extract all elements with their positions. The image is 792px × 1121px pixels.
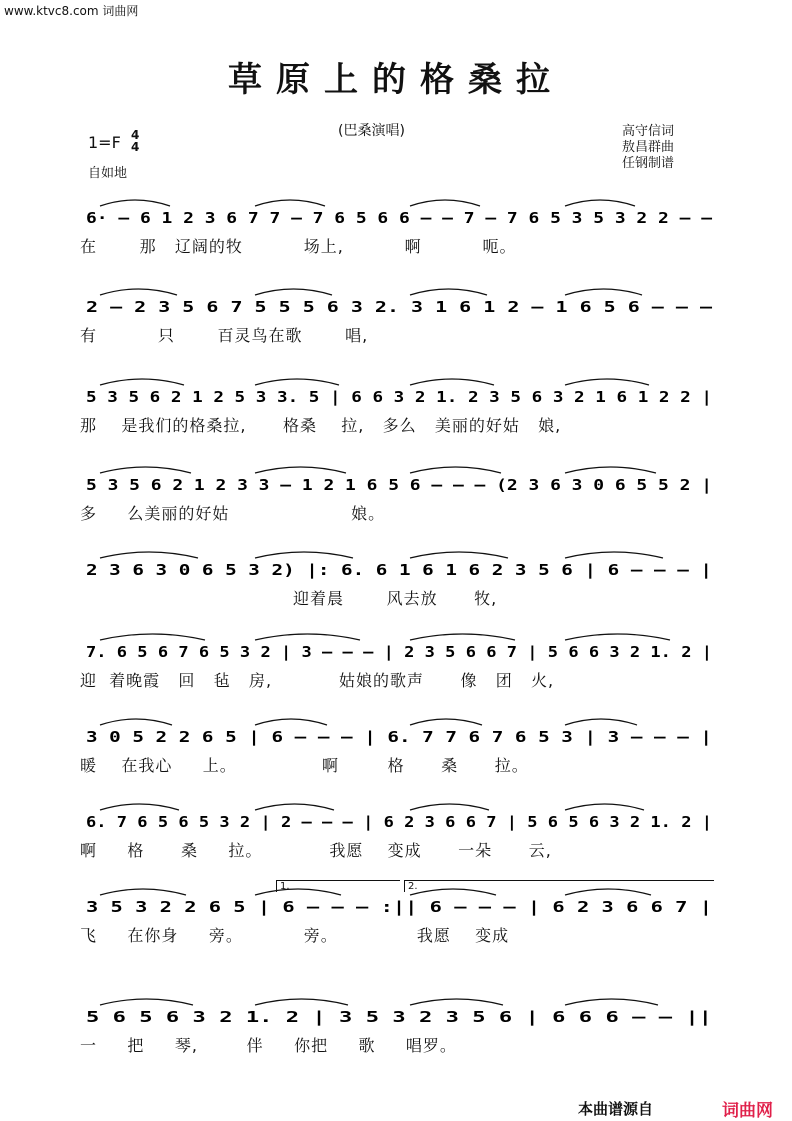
- lyrics-row: 在 那 辽阔的牧 场上, 啊 呃。: [80, 237, 517, 256]
- slur-arc: [565, 289, 642, 295]
- notation-row: [80, 995, 720, 1033]
- notation-text: 3 0 5 2 2 6 5 | 6 – – – | 6. 7 7 6 7 6 5 3 | 3 – – – |: [86, 728, 574, 746]
- slur-arc: [255, 289, 332, 295]
- slur-arc: [255, 379, 339, 385]
- notation-text: 5 3 5 6 2 1 2 5 3 3. 5 | 6 6 3 2 1. 2 3 5 6 3 2 1 6 1 2 2 |: [86, 388, 619, 406]
- notation-svg: [80, 196, 720, 234]
- performer: (巴桑演唱): [338, 123, 405, 139]
- transcriber: 任钢制谱: [622, 156, 675, 171]
- slur-arc: [255, 634, 360, 640]
- lyrics-row: 有 只 百灵鸟在歌 唱,: [80, 326, 369, 345]
- slur-arc: [255, 804, 334, 810]
- slur-arc: [100, 999, 193, 1005]
- notation-text: 2 – 2 3 5 6 7 5 5 5 6 3 2. 3 1 6 1 2 – 1 6 5 6 – – –: [86, 298, 714, 316]
- slur-arc: [565, 200, 635, 206]
- time-signature: 4 4: [131, 128, 140, 154]
- site-url: www.ktvc8.com 词曲网: [4, 4, 139, 18]
- key-signature: 1=F: [88, 133, 121, 152]
- slur-arc: [410, 999, 503, 1005]
- slur-arc: [100, 804, 179, 810]
- lyrics-row: 迎 着晚霞 回 毡 房, 姑娘的歌声 像 团 火,: [80, 671, 555, 690]
- volta-second-ending: 2.: [404, 880, 714, 892]
- slur-arc: [565, 552, 663, 558]
- lyrics-row: 暖 在我心 上。 啊 格 桑 拉。: [80, 756, 529, 775]
- notation-row: [80, 463, 720, 501]
- slur-arc: [410, 634, 515, 640]
- slur-arc: [410, 379, 494, 385]
- notation-svg: [80, 375, 720, 413]
- slur-arc: [100, 719, 172, 725]
- footer-source: 本曲谱源自: [578, 1100, 654, 1118]
- lyrics-row: 啊 格 桑 拉。 我愿 变成 一朵 云,: [80, 841, 552, 860]
- notation-row: [80, 548, 720, 586]
- notation-text: 6· – 6 1 2 3 6 7 7 – 7 6 5 6 6 – – 7 – 7 6 5 3 5 3 2 2 – –: [86, 209, 714, 227]
- slur-arc: [100, 889, 186, 895]
- notation-row: [80, 800, 720, 838]
- slur-arc: [255, 200, 325, 206]
- notation-row: [80, 375, 720, 413]
- slur-arc: [565, 467, 656, 473]
- slur-arc: [565, 379, 649, 385]
- notation-text: 5 3 5 6 2 1 2 3 3 – 1 2 1 6 5 6 – – – (2 3 6 3 0 6 5 5 2 |: [86, 476, 610, 494]
- slur-arc: [255, 999, 348, 1005]
- slur-arc: [565, 634, 670, 640]
- lyrics-row: 一 把 琴, 伴 你把 歌 唱罗。: [80, 1036, 457, 1055]
- slur-arc: [410, 467, 501, 473]
- notation-text: 3 5 3 2 2 6 5 | 6 – – – :|| 6 – – – | 6 2 3 6 6 7 |: [86, 898, 547, 916]
- slur-arc: [410, 804, 489, 810]
- notation-svg: [80, 285, 720, 323]
- slur-arc: [410, 719, 482, 725]
- notation-text: 7. 6 5 6 7 6 5 3 2 | 3 – – – | 2 3 5 6 6 7 | 5 6 6 3 2 1. 2 |: [86, 643, 637, 661]
- tempo-marking: 自如地: [88, 166, 128, 181]
- slur-arc: [410, 289, 487, 295]
- notation-row: [80, 630, 720, 668]
- notation-row: [80, 285, 720, 323]
- notation-text: 5 6 5 6 3 2 1. 2 | 3 5 3 2 3 5 6 | 6 6 6 – – ||: [86, 1008, 511, 1026]
- composer: 敖昌群曲: [622, 140, 675, 155]
- slur-arc: [100, 200, 170, 206]
- slur-arc: [410, 200, 480, 206]
- slur-arc: [255, 552, 353, 558]
- slur-arc: [100, 467, 191, 473]
- notation-svg: [80, 995, 720, 1033]
- lyrics-row: 那 是我们的格桑拉, 格桑 拉, 多么 美丽的好姑 娘,: [80, 416, 562, 435]
- notation-svg: [80, 630, 720, 668]
- lyrics-row: 飞 在你身 旁。 旁。 我愿 变成: [80, 926, 510, 945]
- slur-arc: [410, 552, 508, 558]
- slur-arc: [565, 999, 658, 1005]
- notation-text: 2 3 6 3 0 6 5 3 2) |: 6. 6 1 6 1 6 2 3 5 6 | 6 – – – |: [86, 561, 574, 579]
- slur-arc: [100, 634, 205, 640]
- notation-svg: [80, 548, 720, 586]
- lyrics-row: 迎着晨 风去放 牧,: [80, 589, 498, 608]
- credits: [622, 124, 674, 172]
- slur-arc: [255, 467, 346, 473]
- lyrics-row: 多 么美丽的好姑 娘。: [80, 504, 386, 523]
- slur-arc: [100, 379, 184, 385]
- footer-logo: 词曲网: [722, 1101, 773, 1121]
- song-title: 草原上的格桑拉: [228, 60, 564, 100]
- slur-arc: [100, 552, 198, 558]
- slur-arc: [565, 719, 637, 725]
- slur-arc: [100, 289, 177, 295]
- notation-svg: [80, 800, 720, 838]
- lyricist: 高守信词: [622, 124, 675, 139]
- notation-row: [80, 196, 720, 234]
- slur-arc: [565, 804, 644, 810]
- notation-svg: [80, 715, 720, 753]
- notation-row: [80, 715, 720, 753]
- slur-arc: [255, 719, 327, 725]
- notation-text: 6. 7 6 5 6 5 3 2 | 2 – – – | 6 2 3 6 6 7 | 5 6 5 6 3 2 1. 2 |: [86, 813, 637, 831]
- notation-svg: [80, 463, 720, 501]
- volta-first-ending: 1.: [276, 880, 400, 892]
